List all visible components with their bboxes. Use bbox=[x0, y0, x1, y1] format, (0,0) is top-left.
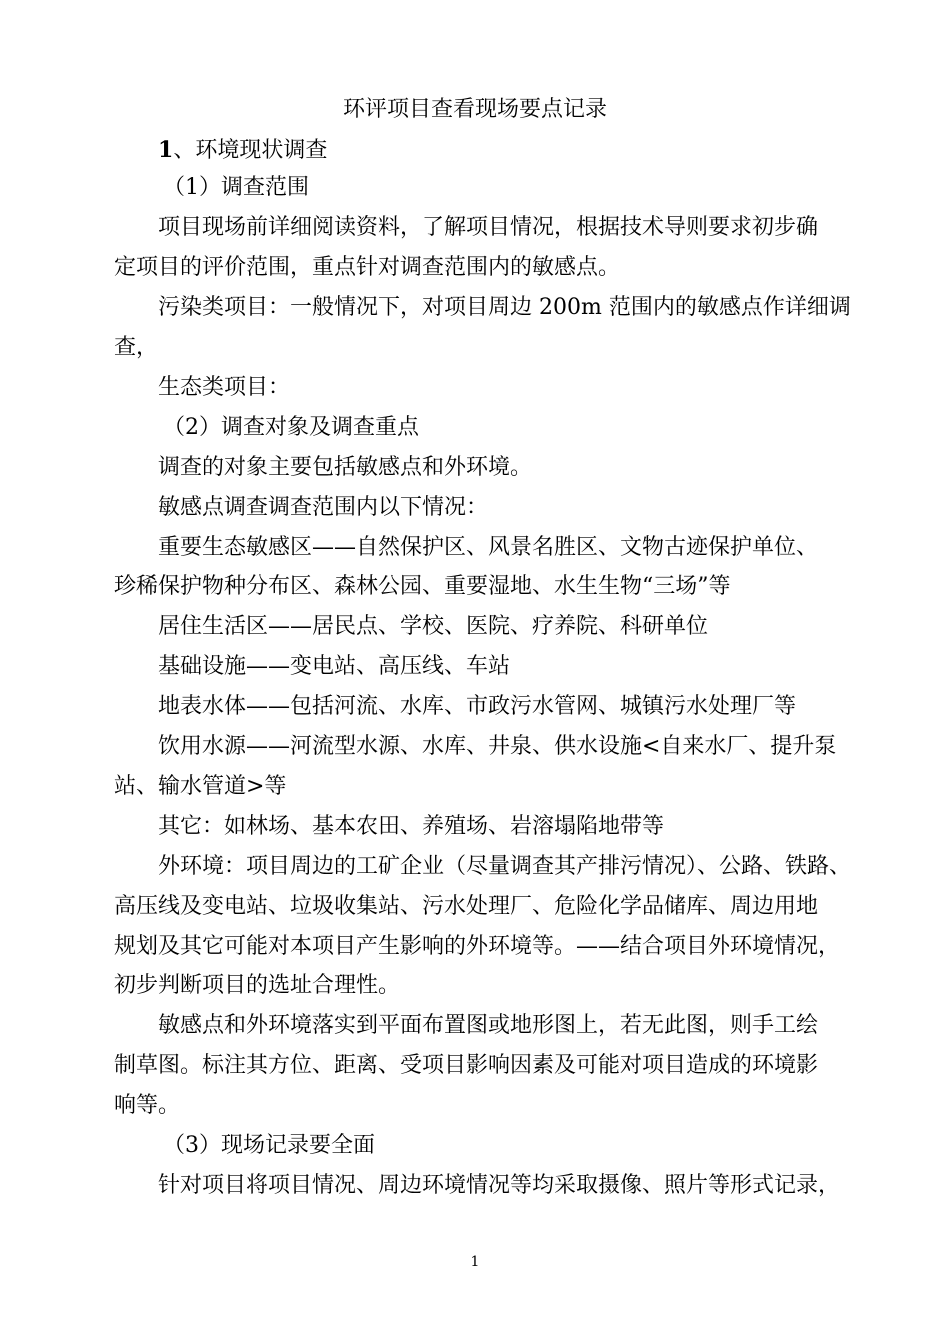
paragraph-line: 珍稀保护物种分布区、森林公园、重要湿地、水生生物“三场”等 bbox=[114, 574, 731, 599]
paragraph-line: 居住生活区——居民点、学校、医院、疗养院、科研单位 bbox=[158, 614, 709, 639]
paragraph-line: 地表水体——包括河流、水库、市政污水管网、城镇污水处理厂等 bbox=[158, 694, 797, 719]
paragraph-line: 饮用水源——河流型水源、水库、井泉、供水设施<自来水厂、提升泵 bbox=[158, 734, 837, 759]
paragraph-line: 外环境：项目周边的工矿企业（尽量调查其产排污情况）、公路、铁路、 bbox=[158, 854, 852, 879]
paragraph-line: 规划及其它可能对本项目产生影响的外环境等。——结合项目外环境情况， bbox=[114, 934, 841, 959]
subheading-1: （1）调查范围 bbox=[163, 175, 309, 200]
paragraph-line: 生态类项目： bbox=[158, 375, 291, 400]
paragraph-line: 查， bbox=[114, 335, 159, 360]
paragraph-line: 响等。 bbox=[114, 1093, 181, 1118]
section-number: 1 bbox=[158, 137, 174, 163]
paragraph-line: 高压线及变电站、垃圾收集站、污水处理厂、危险化学品储库、周边用地 bbox=[114, 894, 819, 919]
paragraph-line: 调查的对象主要包括敏感点和外环境。 bbox=[158, 455, 533, 480]
paragraph-line: 敏感点和外环境落实到平面布置图或地形图上，若无此图，则手工绘 bbox=[158, 1013, 819, 1038]
paragraph-line: 基础设施——变电站、高压线、车站 bbox=[158, 654, 511, 679]
page-number: 1 bbox=[470, 1254, 480, 1270]
paragraph-line: 定项目的评价范围，重点针对调查范围内的敏感点。 bbox=[114, 255, 621, 280]
section-heading-1 bbox=[158, 130, 327, 171]
section-heading-text: 、环境现状调查 bbox=[173, 138, 328, 163]
paragraph-line: 重要生态敏感区——自然保护区、风景名胜区、文物古迹保护单位、 bbox=[158, 535, 819, 560]
paragraph-line: 初步判断项目的选址合理性。 bbox=[114, 973, 401, 998]
paragraph-line: 敏感点调查调查范围内以下情况： bbox=[158, 495, 489, 520]
paragraph-line: 其它：如林场、基本农田、养殖场、岩溶塌陷地带等 bbox=[158, 814, 665, 839]
paragraph-line: 制草图。标注其方位、距离、受项目影响因素及可能对项目造成的环境影 bbox=[114, 1053, 819, 1078]
document-title: 环评项目查看现场要点记录 bbox=[342, 97, 607, 122]
paragraph-line: 污染类项目：一般情况下，对项目周边 200m 范围内的敏感点作详细调 bbox=[158, 295, 851, 320]
paragraph-line: 站、输水管道>等 bbox=[114, 774, 287, 799]
paragraph-line: 针对项目将项目情况、周边环境情况等均采取摄像、照片等形式记录， bbox=[158, 1173, 841, 1198]
subheading-2: （2）调查对象及调查重点 bbox=[163, 415, 419, 440]
subheading-3: （3）现场记录要全面 bbox=[163, 1133, 375, 1158]
paragraph-line: 项目现场前详细阅读资料，了解项目情况，根据技术导则要求初步确 bbox=[158, 215, 819, 240]
